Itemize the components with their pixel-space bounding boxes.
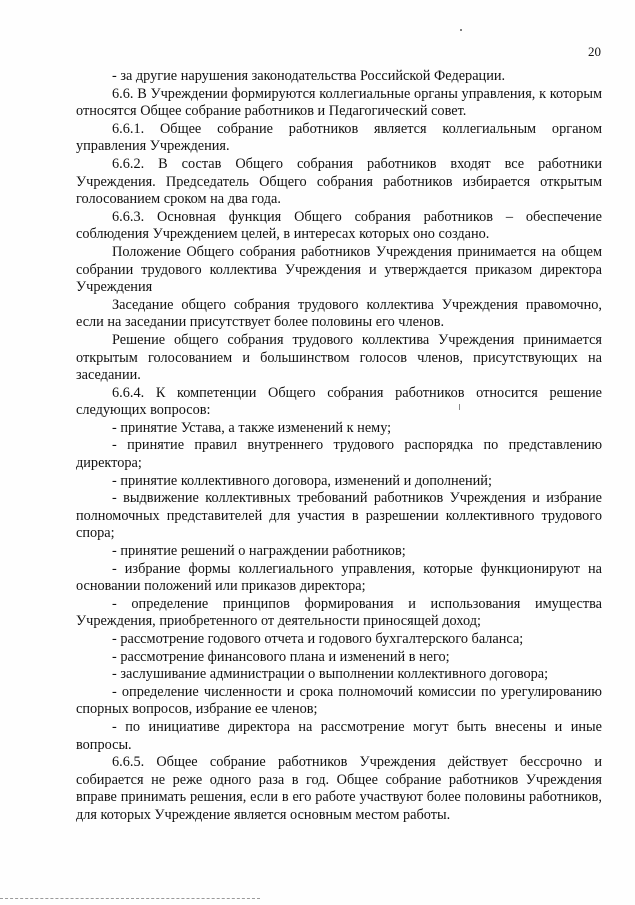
list-item: - выдвижение коллективных требований работников Учреждения и избрание полномочных представителей для участия в разрешении коллективного трудового спора; bbox=[76, 490, 602, 542]
list-item: - по инициативе директора на рассмотрение могут быть внесены и иные вопросы. bbox=[76, 718, 602, 753]
list-item: - принятие решений о награждении работников; bbox=[112, 543, 406, 560]
list-item: - определение численности и срока полномочий комиссии по урегулированию спорных вопросов, избрание ее членов; bbox=[76, 683, 602, 718]
paragraph: Заседание общего собрания трудового коллектива Учреждения правомочно, если на заседании присутствует более половины его членов. bbox=[76, 296, 602, 331]
footer-rule bbox=[0, 898, 260, 899]
list-item: - принятие Устава, а также изменений к нему; bbox=[112, 419, 392, 436]
scan-speck bbox=[460, 29, 462, 31]
paragraph: - за другие нарушения законодательства Российской Федерации. bbox=[112, 68, 506, 84]
list-item: - заслушивание администрации о выполнении коллективного договора; bbox=[112, 666, 549, 683]
paragraph: 6.6. В Учреждении формируются коллегиальные органы управления, к которым относятся Общее собрание работников и Педагогический совет. bbox=[76, 85, 602, 120]
list-item: - рассмотрение годового отчета и годового бухгалтерского баланса; bbox=[112, 631, 524, 647]
paragraph: 6.6.4. К компетенции Общего собрания работников относится решение следующих вопросов: bbox=[76, 384, 602, 419]
paragraph: Положение Общего собрания работников Учреждения принимается на общем собрании трудового коллектива Учреждения и утверждается приказом директора Учреждения bbox=[76, 243, 602, 296]
paragraph: Решение общего собрания трудового коллектива Учреждения принимается открытым голосованием и большинством голосов членов, присутствующих на заседании. bbox=[76, 331, 602, 384]
paragraph: 6.6.1. Общее собрание работников является коллегиальным органом управления Учреждения. bbox=[76, 120, 602, 155]
page-number: 20 bbox=[588, 44, 601, 59]
list-item: - принятие правил внутреннего трудового распорядка по представлению директора; bbox=[76, 437, 602, 472]
paragraph: 6.6.2. В состав Общего собрания работников входят все работники Учреждения. Председатель Общего собрания работников избирается открытым голосованием сроком на два года. bbox=[76, 155, 602, 208]
paragraph: 6.6.5. Общее собрание работников Учреждения действует бессрочно и собирается не реже одного раза в год. Общее собрание работников Учреждения вправе принимать решения, если в его работе участвуют более половины работников, для которых Учреждение является основным местом работы. bbox=[76, 754, 602, 823]
list-item: - определение принципов формирования и использования имущества Учреждения, приобретенного от деятельности приносящей доход; bbox=[76, 595, 602, 630]
document-body bbox=[76, 68, 602, 825]
list-item: - рассмотрение финансового плана и изменений в него; bbox=[112, 648, 450, 665]
list-item: - избрание формы коллегиального управления, которые функционируют на основании положений или приказов директора; bbox=[76, 560, 602, 595]
list-item: - принятие коллективного договора, изменений и дополнений; bbox=[112, 472, 492, 489]
paragraph: 6.6.3. Основная функция Общего собрания работников – обеспечение соблюдения Учреждением целей, в интересах которых оно создано. bbox=[76, 208, 602, 243]
